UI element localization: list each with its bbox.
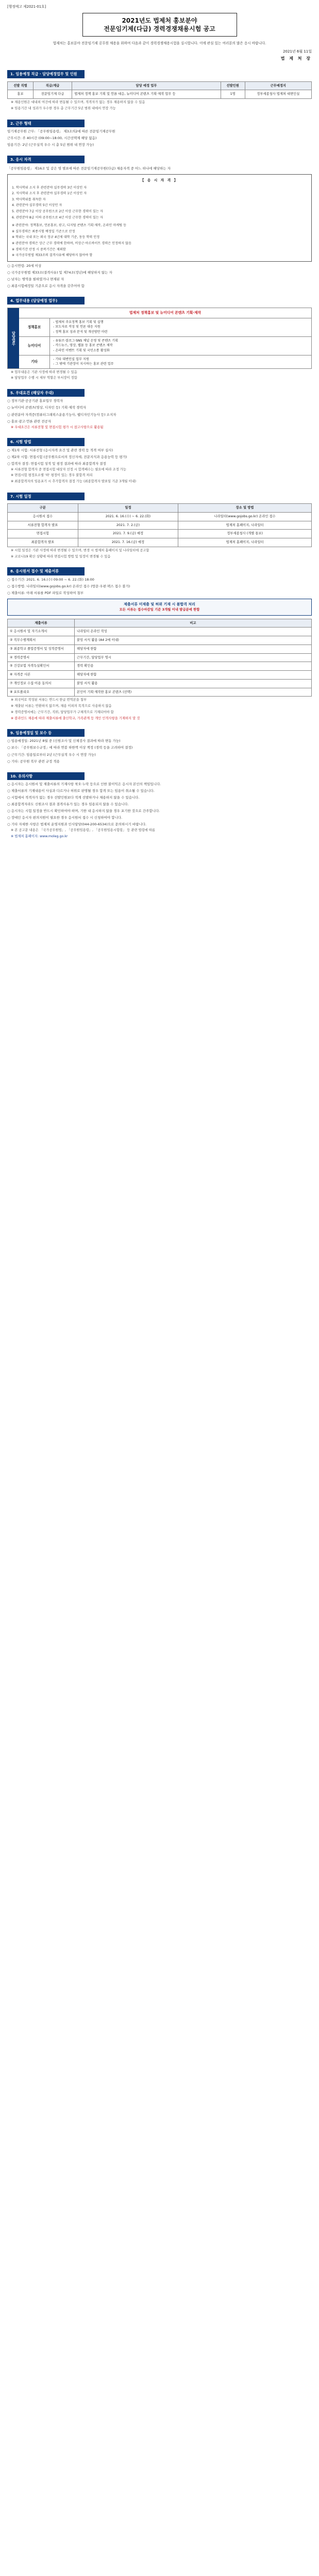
duty-items xyxy=(50,337,311,355)
table-row xyxy=(8,688,312,697)
duty-content xyxy=(19,308,311,368)
list-item: ○ 응시자는 응시원서 및 제출서류의 기재사항 착오·누락 등으로 인한 불이익은 응시자 본인의 책임입니다. xyxy=(7,782,161,786)
duty-head: 법제처 정책홍보 및 뉴미디어 콘텐츠 기획·제작 xyxy=(19,308,311,318)
note: ※ 외국어로 작성된 서류는 반드시 한글 번역본을 첨부 xyxy=(11,698,87,702)
duty-item: - 온라인 이벤트 기획 및 국민소통 활성화 xyxy=(53,348,110,352)
list-item: ○ 응시연령: 20세 이상 xyxy=(7,263,42,268)
cell: 정부세종청사 법제처 대변인실 xyxy=(245,90,311,99)
duty-label: 기타 xyxy=(19,355,50,368)
qualification-box xyxy=(7,174,312,262)
duty-item: - 정책 홍보 성과 분석 및 개선방안 마련 xyxy=(53,330,108,334)
cell: ① 응시원서 및 자기소개서 xyxy=(8,628,75,636)
qual-item: 3. 박사학위를 취득한 자 xyxy=(12,197,46,201)
duty-row xyxy=(19,355,311,368)
duty-box xyxy=(7,308,312,368)
section-7 xyxy=(7,493,312,559)
duty-row xyxy=(19,337,311,355)
list-item: ○ 제1차 시험: 서류전형 (응시자격 요건 및 관련 경력 등 적격 여부 심사) xyxy=(7,448,113,452)
cell: 근무기간, 담당업무 명시 xyxy=(75,653,312,662)
list-item: ○ 정부기관·공공기관 홍보업무 경력자 xyxy=(7,399,63,403)
list-item: ○ 합격자 결정: 면접시험 성적 및 평정 결과에 따라 최종합격자 결정 xyxy=(7,461,106,466)
list-item: ○ 뉴미디어 콘텐츠(영상, 디자인 등) 기획·제작 경력자 xyxy=(7,405,86,410)
qualification-intro: 「공무원임용령」 제16조 및 같은 영 별표에 따른 전문임기제공무원(다급) 채용자격 중 어느 하나에 해당하는 자 xyxy=(7,166,171,171)
title-line-2: 전문임기제(다급) 경력경쟁채용시험 공고 xyxy=(104,25,215,32)
cell: 2021. 6. 16.(수) ~ 6. 22.(화) xyxy=(78,512,178,521)
note: ※ 최종합격자의 임용포기 시 추가합격자 결정 가능 (최종합격자 발표일 기준 3개월 이내) xyxy=(11,480,137,484)
th-col: 비고 xyxy=(75,619,312,628)
duty-item: - 카드뉴스, 영상, 웹툰 등 홍보 콘텐츠 제작 xyxy=(53,344,113,348)
table-row xyxy=(8,530,312,538)
cell: 붙임 서식 활용 (A4 2매 이내) xyxy=(75,636,312,645)
cell: 법제처 홈페이지, 나라일터 xyxy=(178,538,312,547)
list-item: ○ 제출서류: 아래 서류를 PDF 파일로 작성하여 첨부 xyxy=(7,590,84,595)
cell: 2021. 7. 9.(금) 예정 xyxy=(78,530,178,538)
section-2 xyxy=(7,120,312,147)
cell: 해당자에 한함 xyxy=(75,671,312,680)
list-item: ○ 남자는 병역을 필하였거나 면제된 자 xyxy=(7,277,64,282)
cell: 서류전형 합격자 발표 xyxy=(8,521,78,530)
cell: ② 직무수행계획서 xyxy=(8,636,75,645)
notice-number: [행정예고 제2021-01호] xyxy=(7,5,46,9)
note: ※ 코로나19 확산 상황에 따라 면접시험 방법 및 일정이 변경될 수 있음 xyxy=(11,554,111,558)
section-1 xyxy=(7,70,312,111)
documents-table xyxy=(7,619,312,697)
cell: 법제처 정책 홍보 기획 및 언론 대응, 뉴미디어 콘텐츠 기획·제작 업무 등 xyxy=(72,90,221,99)
note: ※ 업무내용은 기관 사정에 따라 변경될 수 있음 xyxy=(11,370,77,374)
qual-note: ※ 경력기간 산정 시 중복기간은 제외함 xyxy=(12,247,66,251)
section-4-title: 4. 업무내용 (담당예정 업무) xyxy=(7,297,85,304)
table-row xyxy=(8,662,312,671)
th-col: 일정 xyxy=(78,504,178,513)
section-4 xyxy=(7,297,312,381)
section-10 xyxy=(7,772,312,839)
section-2-title: 2. 근무 형태 xyxy=(7,120,85,127)
th-col: 구분 xyxy=(8,504,78,513)
cell: 홍보 xyxy=(8,90,33,99)
duty-item: - 유튜브·블로그·SNS 채널 운영 및 콘텐츠 기획 xyxy=(53,338,119,343)
section-3-title: 3. 응시 자격 xyxy=(7,156,85,163)
cell: 1명 xyxy=(221,90,245,99)
highlight-box xyxy=(7,599,312,616)
list-item: ○ 기타: 공무원 복무 관련 규정 적용 xyxy=(7,759,60,764)
note: ※ 우대요건은 서류전형 및 면접시험 평가 시 참고사항으로 활용됨 xyxy=(11,425,104,429)
note: ※ 채용인원은 대내외 여건에 따라 변동될 수 있으며, 적격자가 없는 경우 채용하지 않을 수 있음 xyxy=(11,100,145,105)
qual-note: ※ 학위는 국내 또는 외국 정규 4년제 대학 기준, 동등 학력 인정 xyxy=(12,235,100,240)
qualification-head: 【 응 시 자 격 】 xyxy=(140,178,179,183)
cell: ⑧ 포트폴리오 xyxy=(8,688,75,697)
list-item: ○ 임용예정일: 2021년 8월 중 (신원조사 및 신체검사 결과에 따라 변동 가능) xyxy=(7,739,121,743)
list-item: ○ 홍보·광고·언론 관련 전공자 xyxy=(7,419,52,423)
note: ※ 임용기간 내 성과가 우수한 경우 총 근무기간 5년 범위 내에서 연장 가능 xyxy=(11,106,116,110)
title-box xyxy=(82,13,237,37)
table-row xyxy=(8,636,312,645)
list-item: ○ 국가공무원법 제33조(결격사유) 및 제74조(정년)에 해당하지 않는 자 xyxy=(7,270,112,275)
cell: ④ 경력증명서 xyxy=(8,653,75,662)
cell: 나라일터(www.gojobs.go.kr) 온라인 접수 xyxy=(178,512,312,521)
note: ※ 서류전형 합격자 중 면접시험 대상자 선정 시 합격배수는 필요에 따라 조정 가능 xyxy=(11,467,126,471)
table-row xyxy=(8,521,312,530)
cell: ③ 최종학교 졸업증명서 및 성적증명서 xyxy=(8,645,75,653)
list-item: ○ 근무기간: 임용일로부터 2년 (근무실적 우수 시 연장 가능) xyxy=(7,752,96,757)
th-col: 담당 예정 업무 xyxy=(72,81,221,90)
org-name: 법 제 처 장 xyxy=(280,56,312,61)
cell: 2021. 7. 16.(금) 예정 xyxy=(78,538,178,547)
cell: 해당자에 한함 xyxy=(75,645,312,653)
table-row xyxy=(8,538,312,547)
section-6 xyxy=(7,438,312,484)
list-item: ○ 시험에서 적격자가 없는 경우 선발인원보다 적게 선발하거나 채용하지 않을 수 있습니다. xyxy=(7,795,140,800)
section-6-title: 6. 시험 방법 xyxy=(7,438,85,446)
list-item: ○ 응시자는 시험 일정을 반드시 확인하여야 하며, 기한 내 응시하지 않을 경우 포기한 것으로 간주합니다. xyxy=(7,809,160,814)
cell: 면접시험 xyxy=(8,530,78,538)
note: ※ 경력증명서에는 근무기간, 직위, 담당업무가 구체적으로 기재되어야 함 xyxy=(11,710,114,714)
cell: 붙임 서식 활용 xyxy=(75,679,312,688)
th-col: 근무예정지 xyxy=(245,81,311,90)
th-col: 제출서류 xyxy=(8,619,75,628)
duty-label: 정책홍보 xyxy=(19,318,50,336)
section-8-title: 8. 응시원서 접수 및 제출서류 xyxy=(7,567,85,575)
note: ※ 법제처 홈페이지: www.moleg.go.kr xyxy=(11,835,68,838)
duty-item: - 보도자료 작성 및 언론 대응 지원 xyxy=(53,325,100,329)
qual-item: 4. 관련분야 실무경력 5년 이상인 자 xyxy=(12,204,62,208)
list-item: ○ 장애인 응시자 편의지원이 필요한 경우 응시원서 접수 시 신청하여야 합니다. xyxy=(7,816,123,820)
table-row xyxy=(8,90,312,99)
qual-item: 6. 관련분야 8급 이하 공무원으로 4년 이상 근무한 경력이 있는 자 xyxy=(12,215,103,219)
note: ※ 면접시험 평정요소별 '하' 평정이 있는 경우 불합격 처리 xyxy=(11,473,93,478)
title-line-1: 2021년도 법제처 홍보분야 xyxy=(122,16,197,24)
cell: 최종합격자 발표 xyxy=(8,538,78,547)
note: ※ 시험 일정은 기관 사정에 따라 변경될 수 있으며, 변경 시 법제처 홈페이지 및 나라일터에 공고함 xyxy=(11,548,149,552)
note: ※ 블라인드 채용에 따라 제출서류에 출신학교, 가족관계 등 개인 인적사항을 기재하지 말 것 xyxy=(11,716,140,720)
duty-label: 뉴미디어 xyxy=(19,337,50,355)
list-item: 임기제공무원 근무: 「공무원임용령」 제3조의2에 따른 전문임기제공무원 xyxy=(7,129,115,133)
section-7-title: 7. 시험 일정 xyxy=(7,493,85,500)
table-row xyxy=(8,679,312,688)
highlight-body: 모든 서류는 접수마감일 기준 3개월 이내 발급분에 한함 xyxy=(119,607,200,612)
qual-note: ※ 관련분야 경력은 상근 근무 경력에 한하며, 비상근·아르바이트 경력은 인정하지 않음 xyxy=(12,242,132,246)
table-row xyxy=(8,645,312,653)
cell: 나라일터 온라인 작성 xyxy=(75,628,312,636)
cell: ⑦ 개인정보 수집·이용 동의서 xyxy=(8,679,75,688)
page xyxy=(0,0,319,843)
list-item: ○ 보수: 「공무원보수규정」에 따라 연봉 하한액 이상 책정 (경력 등을 고려하여 결정) xyxy=(7,745,133,750)
position-table xyxy=(7,81,312,99)
intro-text: 법제처는 홍보분야 전문임기제 공무원 채용을 위하여 다음과 같이 경력경쟁채용시험을 실시합니다. 이에 관심 있는 여러분의 많은 응시 바랍니다. xyxy=(53,41,266,45)
highlight-title: 제출서류 미제출 및 허위 기재 시 불합격 처리 xyxy=(124,602,195,606)
qual-note: ※ 국가공무원법 제33조의 결격사유에 해당하지 않아야 함 xyxy=(12,253,93,258)
table-row xyxy=(8,671,312,680)
list-item: ○ 제출서류의 기재내용이 사실과 다르거나 허위로 판명될 경우 합격 또는 임용이 취소될 수 있습니다. xyxy=(7,788,155,793)
duty-item: - 그 밖에 기관장이 지시하는 홍보 관련 업무 xyxy=(53,362,114,366)
duty-side-label: 담당업무 xyxy=(8,308,19,368)
duty-row xyxy=(19,318,311,337)
section-5-title: 5. 우대요건 (해당자 우대) xyxy=(7,389,85,397)
table-row xyxy=(8,512,312,521)
th-col: 직급/계급 xyxy=(33,81,72,90)
section-9 xyxy=(7,729,312,764)
list-item: ○ 최종시험예정일 기준으로 응시 자격을 갖추어야 함 xyxy=(7,284,85,289)
announce-date: 2021년 6월 11일 xyxy=(283,49,312,54)
schedule-table xyxy=(7,503,312,547)
list-item: 근무시간: 주 40시간 (09:00~18:00, 시간선택제 해당 없음) xyxy=(7,135,97,140)
cell: ⑥ 자격증 사본 xyxy=(8,671,75,680)
list-item: ○ 제2차 시험: 면접시험 (공무원으로서의 정신자세, 전문지식과 응용능력 등 평가) xyxy=(7,454,127,459)
duty-items xyxy=(50,318,311,336)
cell: 전문임기제 다급 xyxy=(33,90,72,99)
qual-item: 2. 석사학위 소지 후 관련분야 실무경력 1년 이상인 자 xyxy=(12,192,87,196)
table-row xyxy=(8,628,312,636)
qual-item: 1. 학사학위 소지 후 관련분야 실무경력 3년 이상인 자 xyxy=(12,185,87,190)
qual-note: ※ 관련분야: 정책홍보, 언론홍보, 광고, 디지털 콘텐츠 기획·제작, 온라인 마케팅 등 xyxy=(12,224,127,228)
qual-note: ※ 실무경력은 최종시험 예정일 기준으로 산정 xyxy=(12,229,75,233)
section-3 xyxy=(7,156,312,289)
section-5 xyxy=(7,389,312,430)
list-item: ○ 관련분야 자격증(컴퓨터그래픽스운용기능사, 웹디자인기능사 등) 소지자 xyxy=(7,412,116,417)
th-col: 장소 및 방법 xyxy=(178,504,312,513)
list-item: 임용기간: 2년 (근무실적 우수 시 총 5년 범위 내 연장 가능) xyxy=(7,142,94,147)
note: ※ 본 공고문 내용은 「국가공무원법」, 「공무원임용령」, 「공무원임용시험령」 등 관련 법령에 따름 xyxy=(11,828,155,833)
duty-items xyxy=(50,355,311,368)
qual-item: 5. 관련분야 7급 이상 공무원으로 2년 이상 근무한 경력이 있는 자 xyxy=(12,210,103,214)
cell: 2021. 7. 2.(금) xyxy=(78,521,178,530)
section-9-title: 9. 임용예정일 및 보수 등 xyxy=(7,729,85,737)
list-item: ○ 접수기간: 2021. 6. 16.(수) 09:00 ~ 6. 22.(화) 18:00 xyxy=(7,577,94,582)
note: ※ 제출된 서류는 반환하지 않으며, 채용 이외의 목적으로 사용하지 않음 xyxy=(11,704,112,708)
cell: 응시원서 접수 xyxy=(8,512,78,521)
cell: 경력 확인용 xyxy=(75,662,312,671)
cell: 법제처 홈페이지, 나라일터 xyxy=(178,521,312,530)
cell: 정부세종청사 (개별 통보) xyxy=(178,530,312,538)
section-1-title: 1. 임용예정 직급 · 담당예정업무 및 인원 xyxy=(7,70,85,78)
list-item: ○ 접수방법: 나라일터(www.gojobs.go.kr) 온라인 접수 (방문·우편·팩스 접수 불가) xyxy=(7,584,130,588)
section-8 xyxy=(7,567,312,721)
note: ※ 담당업무 수행 시 세부 역할은 부서장이 정함 xyxy=(11,376,77,380)
th-col: 선발 직렬 xyxy=(8,81,33,90)
cell: ⑤ 건강보험 자격득실확인서 xyxy=(8,662,75,671)
table-row xyxy=(8,653,312,662)
list-item: ○ 기타 자세한 사항은 법제처 운영지원과 인사담당(044-200-6534)으로 문의하시기 바랍니다. xyxy=(7,822,147,827)
list-item: ○ 최종합격자라도 신원조사 결과 결격사유가 있는 경우 임용되지 않을 수 있습니다. xyxy=(7,802,129,806)
duty-item: - 법제처 주요정책 홍보 기획 및 실행 xyxy=(53,320,104,324)
duty-item: - 기타 대변인실 업무 지원 xyxy=(53,357,89,361)
cell: 본인이 기획·제작한 홍보 콘텐츠 (선택) xyxy=(75,688,312,697)
section-10-title: 10. 유의사항 xyxy=(7,772,85,780)
th-col: 선발인원 xyxy=(221,81,245,90)
